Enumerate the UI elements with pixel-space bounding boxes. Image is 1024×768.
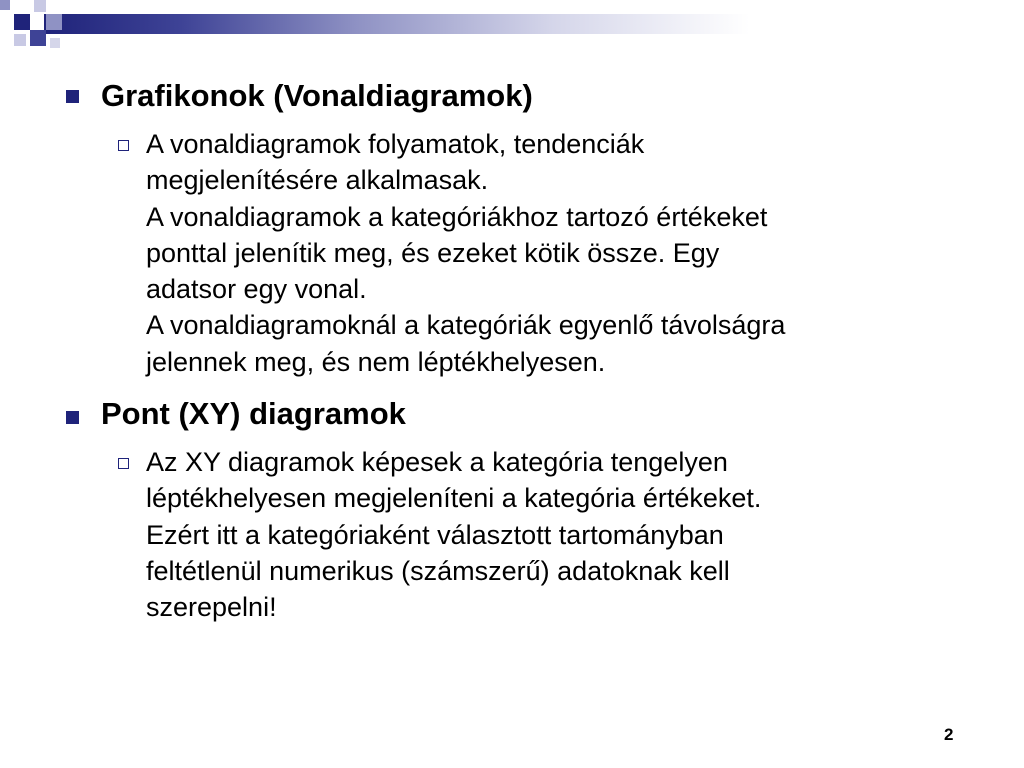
section-heading: Grafikonok (Vonaldiagramok) xyxy=(101,78,533,113)
slide-number: 2 xyxy=(944,725,954,744)
section-heading: Pont (XY) diagramok xyxy=(101,396,406,431)
sub-bullet-square-icon xyxy=(118,458,129,469)
section-body-text: Az XY diagramok képesek a kategória tengelyen léptékhelyesen megjeleníteni a kategória értékeket. Ezért itt a kategóriaként választott tartományban feltétlenül numerikus (számszerű) adatoknak kell szerepelni! xyxy=(146,447,762,623)
section-body-text: A vonaldiagramok folyamatok, tendenciák megjelenítésére alkalmasak. A vonaldiagramok a kategóriákhoz tartozó értékeket ponttal jelenítik meg, és ezeket kötik össze. Egy adatsor egy vonal. A vonaldiagramoknál a kategóriák egyenlő távolságra jelennek meg, és nem léptékhelyesen. xyxy=(146,129,786,377)
bullet-square-icon xyxy=(66,90,79,103)
sub-bullet-square-icon xyxy=(118,140,129,151)
bullet-square-icon xyxy=(66,411,79,424)
